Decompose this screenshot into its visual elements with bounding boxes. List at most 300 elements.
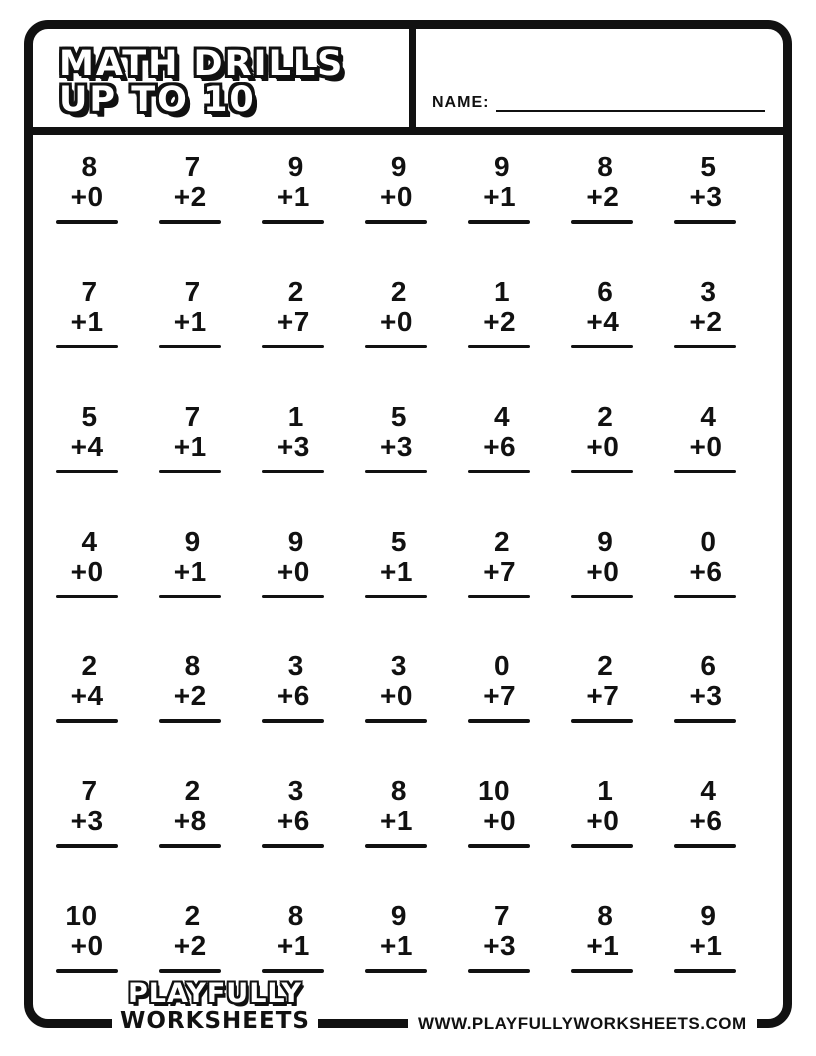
top-number: 9 (597, 525, 614, 557)
addend-row (674, 182, 736, 212)
addend-number: 6 (293, 805, 310, 837)
top-number: 2 (494, 525, 511, 557)
problem (674, 520, 736, 599)
top-number: 9 (700, 900, 717, 932)
top-number: 2 (287, 275, 304, 307)
addend-number: 2 (190, 680, 207, 712)
answer-line (365, 220, 427, 224)
top-number: 5 (700, 151, 717, 182)
top-number: 2 (390, 275, 407, 307)
operator: + (483, 805, 501, 837)
problem (365, 520, 427, 599)
problem (262, 270, 324, 349)
addend-row (365, 307, 427, 337)
operator: + (689, 181, 707, 212)
top-number: 0 (494, 650, 511, 682)
problem (159, 769, 221, 848)
operator: + (173, 930, 191, 962)
operator: + (380, 930, 397, 962)
answer-line (365, 470, 427, 474)
title-block (33, 29, 416, 127)
problem (674, 145, 736, 224)
problem (159, 145, 221, 224)
answer-line (468, 345, 530, 349)
operator: + (689, 680, 707, 712)
operator: + (173, 305, 191, 337)
operator: + (380, 181, 397, 212)
answer-line (262, 345, 324, 349)
addend-row (468, 182, 530, 212)
problem (365, 145, 427, 224)
top-number: 8 (287, 900, 304, 932)
problem (159, 644, 221, 723)
addend-row (468, 557, 530, 587)
top-number: 4 (81, 525, 98, 557)
operator: + (586, 555, 604, 587)
addend-row (262, 557, 324, 587)
top-number: 8 (597, 151, 614, 182)
operator: + (276, 430, 294, 462)
top-number: 2 (597, 650, 614, 682)
operator: + (70, 555, 88, 587)
title-line-2: UP TO 10 (59, 80, 256, 120)
problem (468, 894, 530, 973)
problem (674, 270, 736, 349)
problem (56, 270, 118, 349)
addend-number: 0 (396, 181, 413, 212)
problem (365, 769, 427, 848)
problem (56, 894, 118, 973)
operator: + (689, 305, 707, 337)
addend-row (674, 307, 736, 337)
addend-number: 1 (190, 305, 207, 337)
problem (56, 145, 118, 224)
addend-number: 2 (706, 305, 723, 337)
problem (56, 520, 118, 599)
problem (674, 894, 736, 973)
answer-line (468, 719, 530, 723)
addend-number: 7 (500, 680, 517, 712)
addend-row (365, 681, 427, 711)
addend-number: 2 (603, 181, 620, 212)
operator: + (380, 430, 397, 462)
answer-line (571, 220, 633, 224)
addend-row (571, 681, 633, 711)
problem (674, 644, 736, 723)
addend-row (468, 931, 530, 961)
answer-line (159, 345, 221, 349)
operator: + (276, 805, 294, 837)
addend-number: 4 (87, 430, 104, 462)
footer-logo (112, 978, 318, 1035)
addend-number: 7 (603, 680, 620, 712)
operator: + (276, 305, 294, 337)
answer-line (159, 969, 221, 973)
worksheet-frame (24, 20, 792, 1028)
addend-row (468, 432, 530, 462)
answer-line (365, 969, 427, 973)
problem (468, 145, 530, 224)
addend-row (159, 432, 221, 462)
addend-number: 1 (706, 930, 723, 962)
top-number: 1 (287, 400, 304, 432)
operator: + (276, 181, 294, 212)
operator: + (586, 430, 604, 462)
answer-line (262, 470, 324, 474)
addend-row (56, 307, 118, 337)
top-number: 0 (700, 525, 717, 557)
addend-number: 2 (190, 181, 207, 212)
top-number: 3 (287, 650, 304, 682)
addend-number: 1 (396, 930, 413, 962)
top-number: 9 (390, 900, 407, 932)
addend-row (674, 557, 736, 587)
addend-number: 4 (603, 305, 620, 337)
operator: + (380, 555, 397, 587)
addend-row (468, 806, 530, 836)
operator: + (276, 930, 294, 962)
answer-line (571, 844, 633, 848)
addend-row (365, 806, 427, 836)
problem (159, 270, 221, 349)
answer-line (674, 470, 736, 474)
operator: + (586, 680, 604, 712)
operator: + (586, 930, 604, 962)
answer-line (159, 220, 221, 224)
problem (571, 395, 633, 474)
answer-line (674, 719, 736, 723)
top-number: 8 (184, 650, 201, 682)
addend-number: 1 (293, 181, 310, 212)
answer-line (56, 595, 118, 599)
top-number: 2 (81, 650, 98, 682)
operator: + (483, 930, 501, 962)
problem (365, 644, 427, 723)
addend-number: 4 (87, 680, 104, 712)
addend-number: 1 (190, 555, 207, 587)
top-number: 7 (184, 151, 201, 182)
addend-row (365, 931, 427, 961)
operator: + (70, 305, 88, 337)
addend-row (262, 806, 324, 836)
operator: + (380, 305, 397, 337)
operator: + (276, 680, 294, 712)
problem (674, 395, 736, 474)
addend-row (159, 182, 221, 212)
addend-number: 6 (500, 430, 517, 462)
addend-row (571, 307, 633, 337)
addend-number: 0 (500, 805, 517, 837)
addend-number: 8 (190, 805, 207, 837)
top-number: 7 (494, 900, 511, 932)
operator: + (689, 555, 707, 587)
answer-line (468, 470, 530, 474)
addend-row (159, 681, 221, 711)
problem (468, 769, 530, 848)
addend-number: 0 (87, 555, 104, 587)
name-label: NAME: (432, 94, 490, 111)
top-number: 6 (597, 275, 614, 307)
problem (365, 270, 427, 349)
top-number: 5 (390, 525, 407, 557)
addend-row (674, 931, 736, 961)
addend-number: 0 (396, 680, 413, 712)
problem (159, 520, 221, 599)
addend-row (56, 557, 118, 587)
top-number: 1 (597, 775, 614, 807)
addend-number: 0 (603, 805, 620, 837)
top-number: 9 (287, 151, 304, 182)
name-field (416, 29, 783, 127)
operator: + (173, 805, 191, 837)
top-number: 10 (65, 900, 98, 932)
addend-row (159, 307, 221, 337)
addend-number: 0 (706, 430, 723, 462)
logo-line-1: PLAYFULLY (127, 978, 302, 1009)
problem (262, 395, 324, 474)
addend-number: 2 (500, 305, 517, 337)
operator: + (70, 680, 88, 712)
top-number: 3 (390, 650, 407, 682)
addend-row (159, 557, 221, 587)
top-number: 8 (390, 775, 407, 807)
addend-number: 0 (396, 305, 413, 337)
addend-number: 1 (293, 930, 310, 962)
addend-number: 1 (500, 181, 517, 212)
problem (365, 395, 427, 474)
top-number: 4 (700, 400, 717, 432)
addend-row (365, 557, 427, 587)
problem (365, 894, 427, 973)
problem (262, 894, 324, 973)
operator: + (586, 805, 604, 837)
answer-line (159, 595, 221, 599)
operator: + (586, 305, 604, 337)
problem (159, 894, 221, 973)
operator: + (173, 680, 191, 712)
top-number: 7 (184, 275, 201, 307)
operator: + (689, 805, 707, 837)
top-number: 9 (184, 525, 201, 557)
operator: + (689, 430, 707, 462)
answer-line (674, 969, 736, 973)
addend-row (365, 182, 427, 212)
addend-number: 3 (87, 805, 104, 837)
addend-row (365, 432, 427, 462)
problem (468, 644, 530, 723)
addend-row (262, 307, 324, 337)
name-blank-line (496, 90, 765, 112)
addend-row (159, 931, 221, 961)
addend-number: 6 (293, 680, 310, 712)
operator: + (380, 805, 397, 837)
top-number: 4 (700, 775, 717, 807)
addend-row (56, 432, 118, 462)
answer-line (468, 595, 530, 599)
top-number: 7 (81, 775, 98, 807)
addend-number: 0 (87, 930, 104, 962)
top-number: 2 (184, 775, 201, 807)
addend-row (468, 307, 530, 337)
answer-line (159, 470, 221, 474)
answer-line (571, 719, 633, 723)
addend-row (56, 806, 118, 836)
answer-line (571, 595, 633, 599)
problem (468, 395, 530, 474)
addend-row (468, 681, 530, 711)
answer-line (56, 969, 118, 973)
operator: + (173, 555, 191, 587)
addend-row (262, 432, 324, 462)
answer-line (468, 844, 530, 848)
problem (56, 769, 118, 848)
operator: + (173, 430, 191, 462)
operator: + (483, 181, 501, 212)
operator: + (483, 430, 501, 462)
problem (262, 520, 324, 599)
addend-row (571, 931, 633, 961)
footer-website: WWW.PLAYFULLYWORKSHEETS.COM (408, 1012, 757, 1036)
top-number: 7 (184, 400, 201, 432)
problem (571, 769, 633, 848)
header (33, 29, 783, 135)
addend-row (674, 806, 736, 836)
addend-number: 7 (293, 305, 310, 337)
addend-row (56, 931, 118, 961)
top-number: 8 (81, 151, 98, 182)
addend-row (262, 931, 324, 961)
answer-line (365, 345, 427, 349)
problem (159, 395, 221, 474)
top-number: 1 (494, 275, 511, 307)
operator: + (689, 930, 707, 962)
answer-line (365, 595, 427, 599)
operator: + (483, 680, 501, 712)
top-number: 2 (597, 400, 614, 432)
answer-line (262, 969, 324, 973)
problem (468, 270, 530, 349)
addend-number: 0 (603, 555, 620, 587)
addend-number: 6 (706, 805, 723, 837)
answer-line (674, 345, 736, 349)
operator: + (70, 930, 88, 962)
addend-row (571, 182, 633, 212)
addend-number: 3 (500, 930, 517, 962)
answer-line (468, 969, 530, 973)
addend-number: 0 (603, 430, 620, 462)
answer-line (674, 844, 736, 848)
addend-number: 1 (603, 930, 620, 962)
top-number: 9 (494, 151, 511, 182)
answer-line (56, 844, 118, 848)
problem (56, 644, 118, 723)
problem (571, 145, 633, 224)
operator: + (276, 555, 294, 587)
answer-line (56, 470, 118, 474)
addend-row (571, 806, 633, 836)
addend-row (56, 681, 118, 711)
operator: + (70, 430, 88, 462)
addend-row (571, 557, 633, 587)
addend-number: 3 (706, 680, 723, 712)
answer-line (468, 220, 530, 224)
addend-row (56, 182, 118, 212)
answer-line (262, 220, 324, 224)
problem (674, 769, 736, 848)
operator: + (70, 805, 88, 837)
problem (571, 520, 633, 599)
top-number: 5 (390, 400, 407, 432)
addend-number: 3 (396, 430, 413, 462)
operator: + (380, 680, 397, 712)
problem (262, 769, 324, 848)
answer-line (262, 844, 324, 848)
problem (262, 644, 324, 723)
addend-number: 7 (500, 555, 517, 587)
top-number: 10 (477, 775, 511, 807)
answer-line (571, 470, 633, 474)
addend-row (262, 681, 324, 711)
top-number: 9 (287, 525, 304, 557)
addend-number: 1 (190, 430, 207, 462)
answer-line (674, 595, 736, 599)
addend-number: 3 (706, 181, 723, 212)
answer-line (365, 844, 427, 848)
addend-number: 3 (293, 430, 310, 462)
operator: + (586, 181, 604, 212)
operator: + (483, 555, 501, 587)
addend-row (674, 432, 736, 462)
top-number: 9 (390, 151, 407, 182)
addend-row (262, 182, 324, 212)
addend-number: 2 (190, 930, 207, 962)
answer-line (159, 719, 221, 723)
addend-number: 1 (87, 305, 104, 337)
answer-line (262, 595, 324, 599)
answer-line (56, 220, 118, 224)
top-number: 8 (597, 900, 614, 932)
top-number: 3 (287, 775, 304, 807)
top-number: 4 (494, 400, 511, 432)
problem (571, 270, 633, 349)
problem (468, 520, 530, 599)
addend-row (571, 432, 633, 462)
addend-row (159, 806, 221, 836)
addend-row (674, 681, 736, 711)
answer-line (56, 345, 118, 349)
addend-number: 1 (396, 555, 413, 587)
operator: + (70, 181, 88, 212)
top-number: 2 (184, 900, 201, 932)
problems-grid (33, 135, 783, 1019)
addend-number: 0 (293, 555, 310, 587)
answer-line (159, 844, 221, 848)
problem (56, 395, 118, 474)
top-number: 7 (81, 275, 98, 307)
problem (571, 644, 633, 723)
operator: + (483, 305, 501, 337)
top-number: 6 (700, 650, 717, 682)
title-line-1: MATH DRILLS (59, 43, 345, 84)
logo-line-2: WORKSHEETS (120, 1008, 310, 1034)
addend-number: 0 (87, 181, 104, 212)
top-number: 3 (700, 275, 717, 307)
problem (262, 145, 324, 224)
problem (571, 894, 633, 973)
operator: + (173, 181, 191, 212)
answer-line (571, 969, 633, 973)
answer-line (571, 345, 633, 349)
